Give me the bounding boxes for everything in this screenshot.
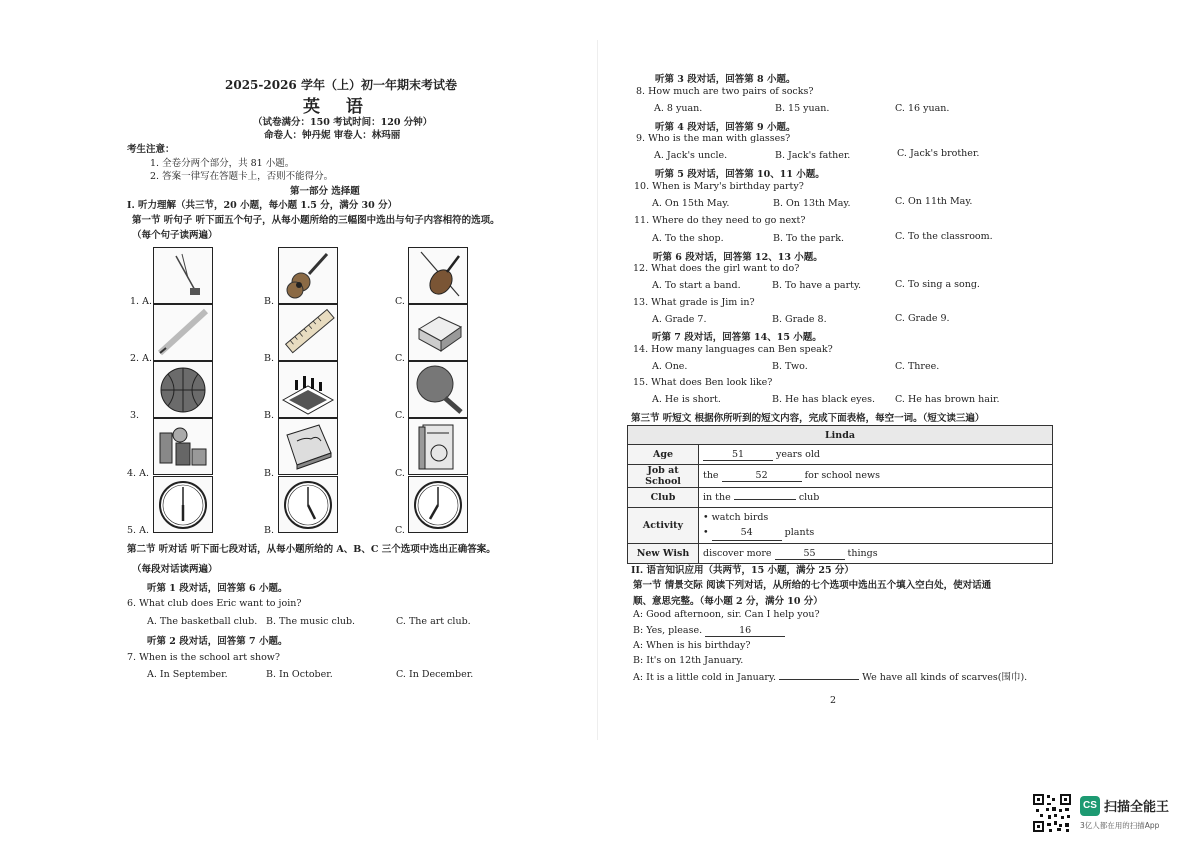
pencil-picture: [153, 304, 213, 361]
option-c: C. Three.: [895, 361, 940, 372]
table-label: New Wish: [628, 544, 699, 564]
option-b: B. The music club.: [266, 616, 356, 627]
answer-blank[interactable]: 54: [712, 525, 782, 541]
basketball-picture: [153, 361, 213, 418]
exam-title: 2025-2026 学年（上）初一年期末考试卷: [225, 78, 457, 92]
watermark-name: 扫描全能王: [1104, 800, 1170, 815]
question-number: 1. A.: [130, 296, 152, 307]
table-cell: [699, 508, 1053, 544]
option-label-c: C.: [395, 410, 405, 421]
question-stem: 6. What club does Eric want to join?: [127, 598, 302, 609]
cell-text: club: [798, 492, 820, 503]
table-label: Age: [628, 445, 699, 465]
table-cell: [699, 544, 1053, 564]
option-label-b: B.: [264, 353, 275, 364]
option-a: A. To start a band.: [652, 280, 741, 291]
cell-text: for school news: [804, 470, 880, 481]
subject-title: 英 语: [303, 97, 373, 117]
option-a: A. Grade 7.: [652, 314, 707, 325]
dialog-line: A: Good afternoon, sir. Can I help you?: [633, 609, 820, 620]
option-b: B. To the park.: [773, 233, 844, 244]
dialog-text: B: Yes, please.: [633, 625, 703, 636]
section1-instruction: 第一节 听句子 听下面五个句子，从每小题所给的三幅图中选出与句子内容相符的选项。: [132, 215, 500, 226]
question-number: 3.: [130, 410, 140, 421]
cell-text: • watch birds: [703, 512, 769, 523]
option-b: B. Jack's father.: [775, 150, 851, 161]
table-cell: [699, 465, 1053, 488]
math-book-picture: [408, 418, 468, 475]
option-a: A. 8 yuan.: [654, 103, 703, 114]
section3-instruction: 第三节 听短文 根据你所听到的短文内容，完成下面表格，每空一词。（短文读三遍）: [631, 413, 985, 424]
option-c: C. 16 yuan.: [895, 103, 950, 114]
question-stem: 14. How many languages can Ben speak?: [633, 344, 833, 355]
guitar-picture: [278, 247, 338, 304]
option-a: A. Jack's uncle.: [654, 150, 728, 161]
option-a: A. In September.: [147, 669, 228, 680]
question-stem: 12. What does the girl want to do?: [633, 263, 800, 274]
question-stem: 11. Where do they need to go next?: [634, 215, 806, 226]
dialog-line: A: When is his birthday?: [633, 640, 751, 651]
question-stem: 10. When is Mary's birthday party?: [634, 181, 804, 192]
part1-heading: 第一部分 选择题: [290, 186, 360, 197]
ruler-picture: [278, 304, 338, 361]
option-b: B. 15 yuan.: [775, 103, 830, 114]
option-b: B. To have a party.: [772, 280, 862, 291]
question-stem: 15. What does Ben look like?: [633, 377, 773, 388]
option-c: C. Grade 9.: [895, 313, 950, 324]
option-b: B. Grade 8.: [772, 314, 827, 325]
part2-instruction: 第一节 情景交际 阅读下列对话，从所给的七个选项中选出五个填入空白处，使对话通: [633, 580, 992, 591]
option-label-b: B.: [264, 525, 275, 536]
page-fold: [597, 40, 598, 740]
option-label-b: B.: [264, 296, 275, 307]
answer-blank[interactable]: [779, 679, 859, 680]
option-c: C. The art club.: [396, 616, 471, 627]
option-b: B. On 13th May.: [773, 198, 851, 209]
table-label: Job at School: [628, 465, 699, 488]
table-cell: [699, 488, 1053, 508]
dialog-lead: 听第 5 段对话，回答第 10、11 小题。: [655, 169, 825, 180]
option-b: B. Two.: [772, 361, 808, 372]
toys-picture: [153, 418, 213, 475]
watermark-tagline: 3亿人都在用的扫描App: [1080, 821, 1160, 830]
dialog-lead: 听第 3 段对话，回答第 8 小题。: [655, 74, 796, 85]
question-stem: 9. Who is the man with glasses?: [636, 133, 791, 144]
option-label-c: C.: [395, 296, 405, 307]
eraser-picture: [408, 304, 468, 361]
answer-blank[interactable]: 55: [775, 548, 845, 560]
part2-heading: II. 语言知识应用（共两节，15 小题，满分 25 分）: [631, 565, 854, 576]
camscanner-logo: CS: [1080, 796, 1100, 816]
dialog-lead: 听第 1 段对话，回答第 6 小题。: [147, 583, 288, 594]
question-stem: 13. What grade is Jim in?: [633, 297, 755, 308]
option-c: C. To sing a song.: [895, 279, 980, 290]
cell-text: in the: [703, 492, 731, 503]
question-number: 5. A.: [127, 525, 149, 536]
violin-picture: [408, 247, 468, 304]
answer-blank[interactable]: [734, 499, 796, 500]
notice-heading: 考生注意：: [127, 144, 175, 155]
exam-authors: 命卷人：钟丹妮 审卷人：林玛丽: [264, 130, 401, 141]
chessboard-picture: [278, 361, 338, 418]
dialog-lead: 听第 6 段对话，回答第 12、13 小题。: [653, 252, 823, 263]
cell-text: discover more: [703, 547, 772, 559]
dialog-line: [633, 669, 1027, 683]
section2-note: （每段对话读两遍）: [132, 564, 218, 575]
question-stem: 7. When is the school art show?: [127, 652, 281, 663]
option-label-b: B.: [264, 410, 275, 421]
dialog-lead: 听第 7 段对话，回答第 14、15 小题。: [652, 332, 822, 343]
linda-table: [627, 425, 1053, 564]
option-c: C. On 11th May.: [895, 196, 973, 207]
exam-info: （试卷满分：150 考试时间：120 分钟）: [253, 117, 433, 128]
option-label-c: C.: [395, 525, 405, 536]
option-a: A. To the shop.: [652, 233, 724, 244]
dialog-lead: 听第 2 段对话，回答第 7 小题。: [147, 636, 288, 647]
question-number: 4. A.: [127, 468, 149, 479]
part2-instruction: 顺、意思完整。（每小题 2 分，满分 10 分）: [633, 596, 823, 607]
option-c: C. In December.: [396, 669, 474, 680]
table-label: Club: [628, 488, 699, 508]
option-a: A. The basketball club.: [147, 616, 258, 627]
section1-note: （每个句子读两遍）: [132, 230, 218, 241]
option-a: A. One.: [652, 361, 688, 372]
clock-picture: [278, 476, 338, 533]
clock-picture: [408, 476, 468, 533]
table-title: Linda: [628, 426, 1053, 445]
notice-item: 2. 答案一律写在答题卡上，否则不能得分。: [150, 171, 334, 182]
cell-text: things: [847, 547, 878, 559]
question-number: 2. A.: [130, 353, 152, 364]
option-b: B. He has black eyes.: [772, 394, 876, 405]
section2-instruction: 第二节 听对话 听下面七段对话，从每小题所给的 A、B、C 三个选项中选出正确答案。: [127, 544, 496, 555]
chess-set-picture: [153, 247, 213, 304]
cell-text: the: [703, 470, 719, 481]
history-book-picture: [278, 418, 338, 475]
cell-text: •: [703, 527, 709, 538]
ping-pong-bat-picture: [408, 361, 468, 418]
option-c: C. He has brown hair.: [895, 394, 1000, 405]
option-a: A. He is short.: [652, 394, 721, 405]
cell-text: years old: [776, 448, 820, 460]
table-cell: [699, 445, 1053, 465]
page-number: 2: [830, 695, 837, 706]
notice-item: 1. 全卷分两个部分，共 81 小题。: [150, 158, 295, 169]
dialog-lead: 听第 4 段对话，回答第 9 小题。: [655, 122, 796, 133]
answer-blank[interactable]: 51: [703, 449, 773, 461]
question-stem: 8. How much are two pairs of socks?: [636, 86, 814, 97]
section-i-heading: I. 听力理解（共三节，20 小题，每小题 1.5 分，满分 30 分）: [127, 200, 398, 211]
option-label-c: C.: [395, 468, 405, 479]
option-a: A. On 15th May.: [652, 198, 730, 209]
dialog-text: A: It is a little cold in January.: [633, 672, 777, 683]
qr-code-icon: [1032, 793, 1072, 833]
cell-text: plants: [784, 527, 815, 538]
dialog-text: We have all kinds of scarves(围巾).: [862, 672, 1028, 683]
clock-picture: [153, 476, 213, 533]
option-c: C. Jack's brother.: [897, 148, 980, 159]
option-label-b: B.: [264, 468, 275, 479]
option-c: C. To the classroom.: [895, 231, 993, 242]
dialog-line: B: It's on 12th January.: [633, 655, 744, 666]
option-b: B. In October.: [266, 669, 333, 680]
table-label: Activity: [628, 508, 699, 544]
answer-blank[interactable]: 52: [722, 470, 802, 482]
dialog-line: [633, 625, 785, 637]
answer-blank[interactable]: 16: [705, 625, 785, 637]
option-label-c: C.: [395, 353, 405, 364]
